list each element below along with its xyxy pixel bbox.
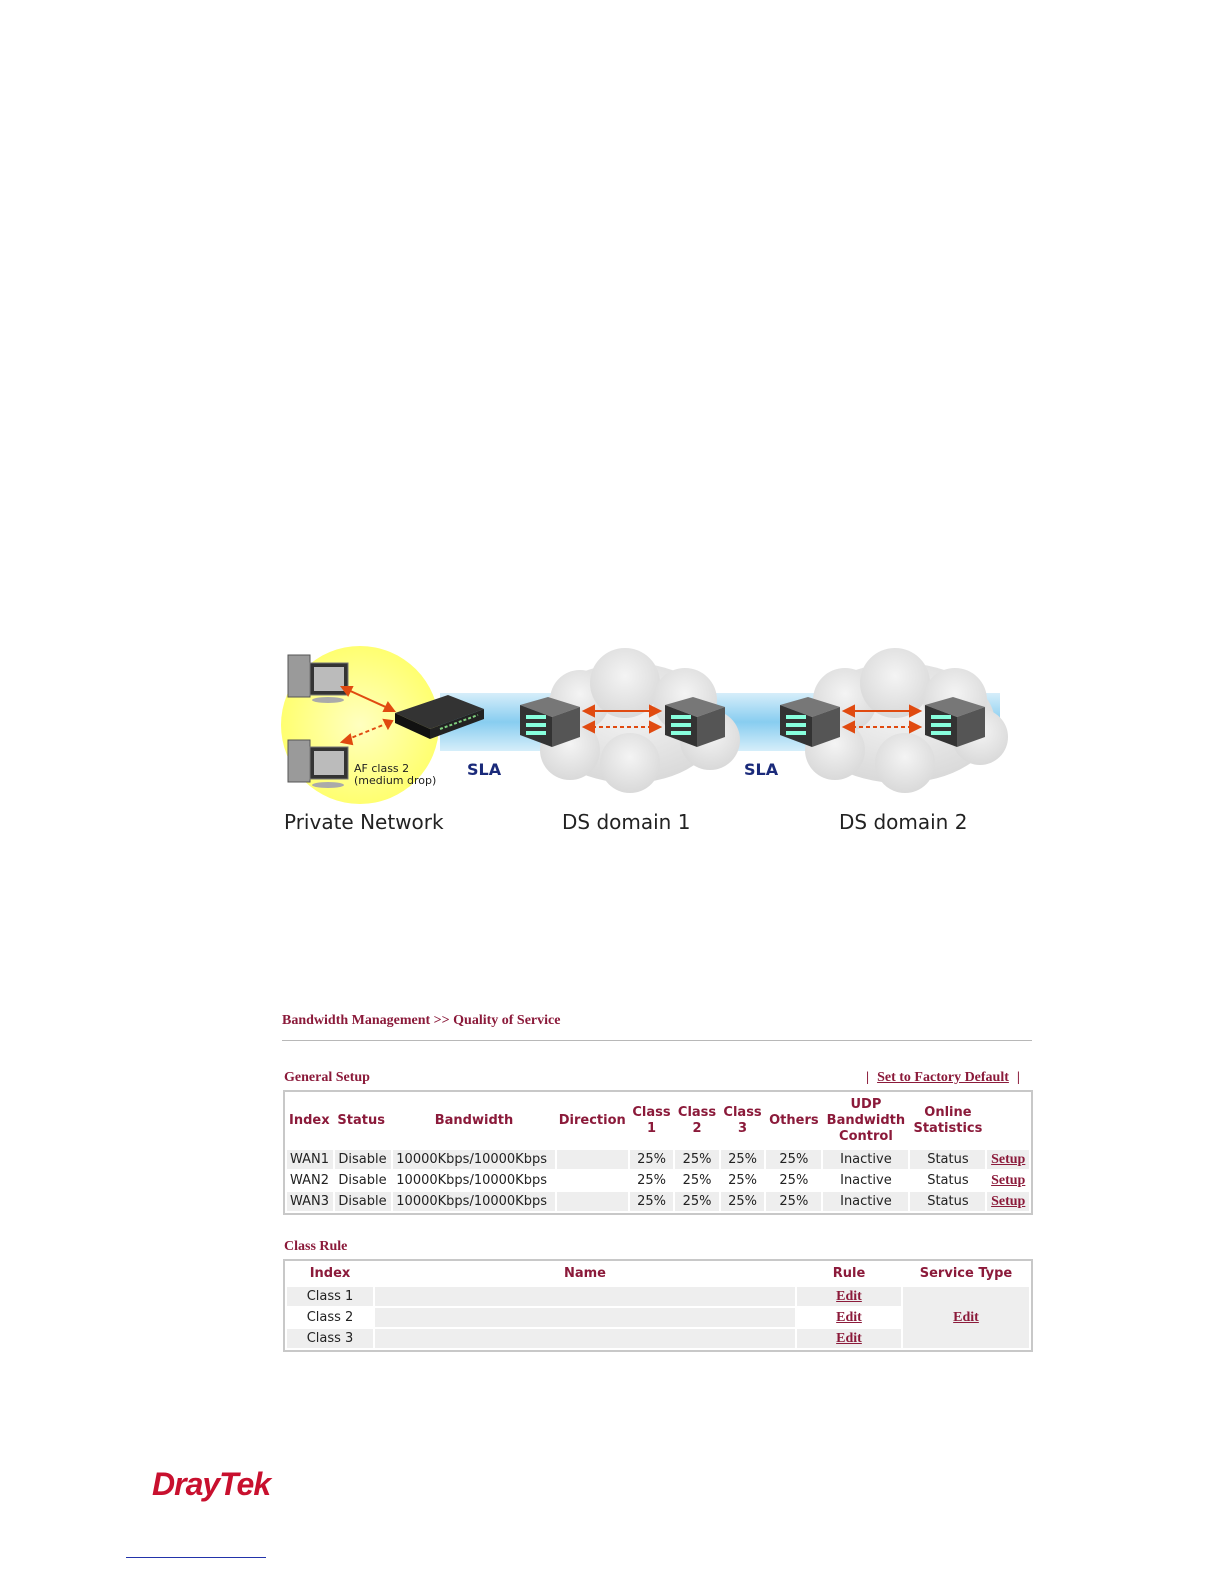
col-index: Index <box>289 1113 330 1128</box>
class-rule-cell <box>797 1308 901 1327</box>
row-class2: 25% <box>675 1192 719 1211</box>
col-direction: Direction <box>558 1113 626 1128</box>
setup-link[interactable]: Setup <box>991 1193 1026 1209</box>
set-factory-default-link[interactable]: Set to Factory Default <box>877 1070 1009 1085</box>
class-name <box>375 1329 795 1348</box>
col-bandwidth: Bandwidth <box>434 1113 514 1128</box>
col-action <box>987 1094 1029 1148</box>
row-bandwidth: 10000Kbps/10000Kbps <box>396 1173 547 1188</box>
row-setup-cell <box>987 1171 1029 1190</box>
table-row <box>287 1150 1029 1169</box>
ds-domain-2-label: DS domain 2 <box>839 810 968 834</box>
class-rule-table <box>283 1259 1033 1352</box>
ds-domain-1-label: DS domain 1 <box>562 810 691 834</box>
col-class-index: Index <box>309 1266 351 1281</box>
class-name <box>375 1287 795 1306</box>
row-setup-cell <box>987 1150 1029 1169</box>
sla-label-1: SLA <box>467 760 502 779</box>
row-others: 25% <box>766 1150 821 1169</box>
col-online-statistics: Online Statistics <box>913 1105 983 1136</box>
row-direction <box>557 1192 628 1211</box>
row-status: Disable <box>335 1150 391 1169</box>
table-row <box>287 1192 1029 1211</box>
row-class1: 25% <box>637 1173 666 1188</box>
row-udp: Inactive <box>823 1150 908 1169</box>
edit-rule-link[interactable]: Edit <box>836 1330 862 1346</box>
row-index: WAN2 <box>290 1173 330 1188</box>
qos-screenshot <box>282 1010 1034 1346</box>
general-setup-header <box>284 1070 1032 1090</box>
footer-divider <box>126 1557 266 1558</box>
row-direction <box>557 1150 628 1169</box>
sla-label-2: SLA <box>744 760 779 779</box>
row-others: 25% <box>766 1192 821 1211</box>
draytek-logo: DrayTek <box>152 1466 271 1502</box>
row-online: Status <box>910 1192 985 1211</box>
row-direction <box>557 1171 628 1190</box>
row-udp: Inactive <box>823 1192 908 1211</box>
row-index: WAN3 <box>287 1192 333 1211</box>
col-others: Others <box>769 1113 819 1128</box>
row-class2: 25% <box>675 1150 719 1169</box>
service-type-cell <box>903 1287 1029 1348</box>
table-row <box>287 1287 1029 1306</box>
class-rule-cell <box>797 1329 901 1348</box>
row-setup-cell <box>987 1192 1029 1211</box>
col-class1: Class 1 <box>632 1105 671 1136</box>
class-rule-cell <box>797 1287 901 1306</box>
col-rule: Rule <box>832 1266 866 1281</box>
class-index: Class 1 <box>287 1287 373 1306</box>
setup-link[interactable]: Setup <box>991 1151 1026 1167</box>
edit-service-type-link[interactable]: Edit <box>953 1309 979 1325</box>
row-online: Status <box>927 1173 969 1188</box>
af-class-label <box>354 763 436 787</box>
row-class3: 25% <box>721 1192 765 1211</box>
row-class1: 25% <box>630 1192 674 1211</box>
row-status: Disable <box>338 1173 387 1188</box>
col-status: Status <box>337 1113 385 1128</box>
col-class3: Class 3 <box>723 1105 762 1136</box>
row-bandwidth: 10000Kbps/10000Kbps <box>393 1150 554 1169</box>
class-index: Class 3 <box>287 1329 373 1348</box>
separator: | <box>1016 1070 1020 1085</box>
class-rule-header <box>284 1239 1032 1259</box>
row-udp: Inactive <box>840 1173 892 1188</box>
qos-network-diagram <box>280 645 1010 845</box>
table-row <box>287 1171 1029 1190</box>
af-class-line: AF class 2 <box>354 762 410 775</box>
breadcrumb: Bandwidth Management >> Quality of Service <box>282 1013 561 1028</box>
row-class3: 25% <box>721 1150 765 1169</box>
col-service-type: Service Type <box>919 1266 1013 1281</box>
class-name <box>375 1308 795 1327</box>
private-network-label: Private Network <box>284 810 444 834</box>
row-bandwidth: 10000Kbps/10000Kbps <box>393 1192 554 1211</box>
col-name: Name <box>563 1266 606 1281</box>
row-others: 25% <box>779 1173 809 1188</box>
row-class3: 25% <box>728 1173 757 1188</box>
separator: | <box>866 1070 870 1085</box>
row-index: WAN1 <box>287 1150 333 1169</box>
col-udp-bandwidth-control: UDP Bandwidth Control <box>826 1097 906 1144</box>
row-status: Disable <box>335 1192 391 1211</box>
row-online: Status <box>910 1150 985 1169</box>
divider <box>282 1040 1032 1041</box>
row-class2: 25% <box>682 1173 712 1188</box>
setup-link[interactable]: Setup <box>991 1172 1026 1188</box>
af-drop-line: (medium drop) <box>354 774 437 787</box>
col-class2: Class 2 <box>677 1105 717 1136</box>
general-setup-table <box>283 1090 1033 1215</box>
row-class1: 25% <box>630 1150 674 1169</box>
edit-rule-link[interactable]: Edit <box>836 1309 862 1325</box>
general-setup-title: General Setup <box>284 1070 370 1085</box>
class-index: Class 2 <box>306 1310 354 1325</box>
edit-rule-link[interactable]: Edit <box>836 1288 862 1304</box>
class-rule-title: Class Rule <box>284 1239 348 1254</box>
